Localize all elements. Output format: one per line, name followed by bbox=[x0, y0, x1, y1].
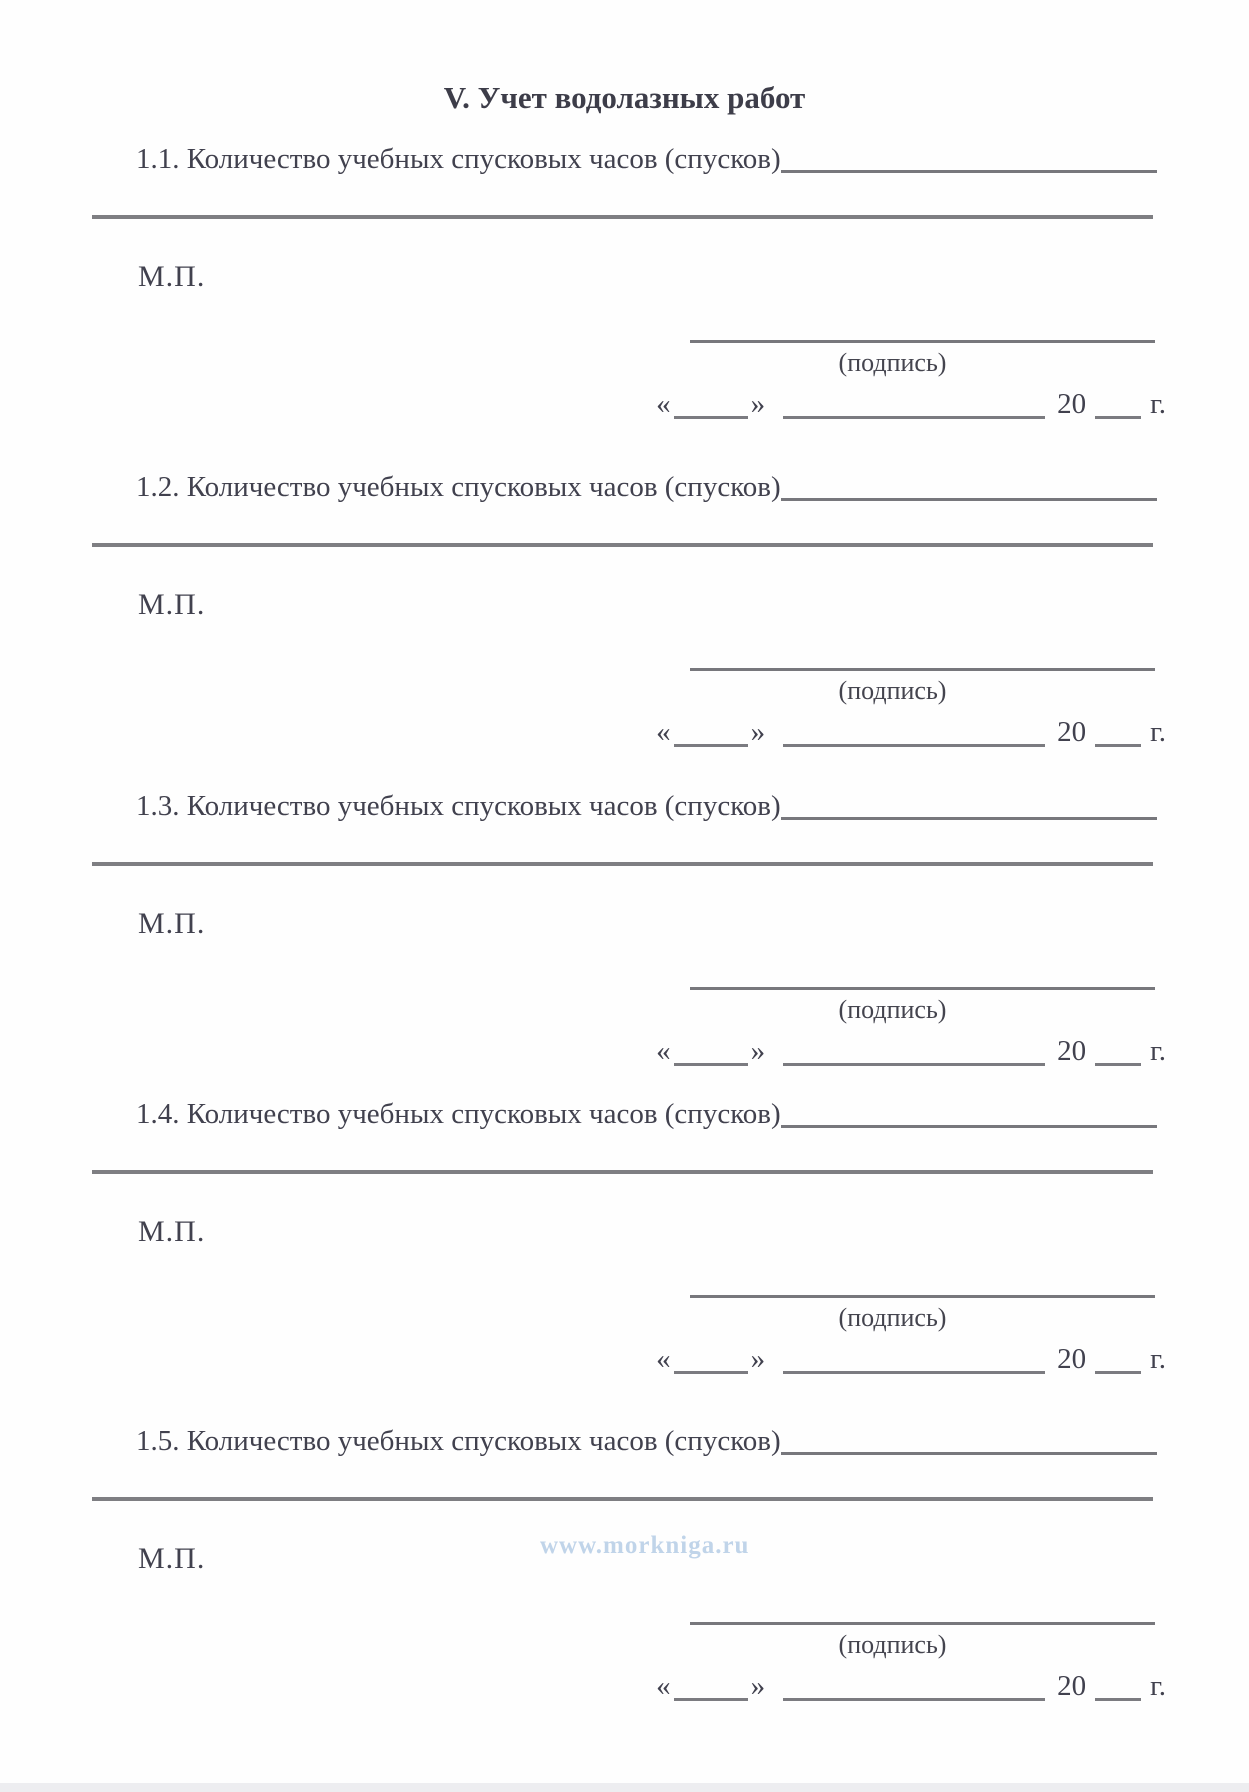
quote-close: » bbox=[750, 388, 766, 420]
day-blank bbox=[674, 414, 748, 419]
quote-open: « bbox=[656, 716, 671, 748]
year-prefix: 20 bbox=[1057, 388, 1087, 420]
year-prefix: 20 bbox=[1057, 716, 1087, 748]
quote-open: « bbox=[656, 388, 671, 420]
item-row bbox=[136, 141, 1157, 177]
year-prefix: 20 bbox=[1057, 1343, 1087, 1375]
year-blank bbox=[1095, 1061, 1141, 1066]
quote-close: » bbox=[750, 716, 766, 748]
year-blank bbox=[1095, 1696, 1141, 1701]
item-label: 1.4. Количество учебных спусковых часов (спусков) bbox=[136, 1098, 781, 1130]
item-label: 1.1. Количество учебных спусковых часов (спусков) bbox=[136, 143, 781, 175]
month-blank bbox=[783, 414, 1045, 419]
month-blank bbox=[783, 742, 1045, 747]
day-blank bbox=[674, 1061, 748, 1066]
signature-line bbox=[690, 340, 1155, 343]
day-blank bbox=[674, 1696, 748, 1701]
stamp-place-label: М.П. bbox=[138, 588, 206, 621]
quote-open: « bbox=[656, 1035, 671, 1067]
form-section bbox=[0, 141, 1249, 441]
year-blank bbox=[1095, 414, 1141, 419]
quote-close: » bbox=[750, 1035, 766, 1067]
item-label: 1.2. Количество учебных спусковых часов (спусков) bbox=[136, 471, 781, 503]
stamp-place-label: М.П. bbox=[138, 260, 206, 293]
year-suffix: г. bbox=[1150, 1035, 1166, 1067]
item-row bbox=[136, 1423, 1157, 1459]
signature-line bbox=[690, 1622, 1155, 1625]
form-section bbox=[0, 469, 1249, 769]
site-watermark: www.morkniga.ru bbox=[540, 1532, 750, 1559]
item-label: 1.3. Количество учебных спусковых часов (спусков) bbox=[136, 790, 781, 822]
item-row bbox=[136, 469, 1157, 505]
signature-caption: (подпись) bbox=[838, 995, 947, 1024]
year-suffix: г. bbox=[1150, 1343, 1166, 1375]
horizontal-rule bbox=[92, 862, 1153, 866]
date-row bbox=[656, 1342, 1166, 1376]
day-blank bbox=[674, 742, 748, 747]
year-suffix: г. bbox=[1150, 716, 1166, 748]
item-fill-in-blank bbox=[781, 815, 1157, 820]
month-blank bbox=[783, 1061, 1045, 1066]
horizontal-rule bbox=[92, 543, 1153, 547]
signature-line bbox=[690, 1295, 1155, 1298]
quote-close: » bbox=[750, 1343, 766, 1375]
quote-open: « bbox=[656, 1343, 671, 1375]
form-section bbox=[0, 1423, 1249, 1723]
day-blank bbox=[674, 1369, 748, 1374]
year-suffix: г. bbox=[1150, 388, 1166, 420]
item-fill-in-blank bbox=[781, 1450, 1157, 1455]
date-row bbox=[656, 1034, 1166, 1068]
date-row bbox=[656, 715, 1166, 749]
month-blank bbox=[783, 1369, 1045, 1374]
signature-line bbox=[690, 668, 1155, 671]
horizontal-rule bbox=[92, 215, 1153, 219]
stamp-place-label: М.П. bbox=[138, 1542, 206, 1575]
year-suffix: г. bbox=[1150, 1670, 1166, 1702]
page-title: V. Учет водолазных работ bbox=[443, 80, 806, 115]
signature-line bbox=[690, 987, 1155, 990]
form-section bbox=[0, 788, 1249, 1088]
year-prefix: 20 bbox=[1057, 1670, 1087, 1702]
year-blank bbox=[1095, 1369, 1141, 1374]
year-prefix: 20 bbox=[1057, 1035, 1087, 1067]
signature-caption: (подпись) bbox=[838, 1303, 947, 1332]
item-fill-in-blank bbox=[781, 1123, 1157, 1128]
date-row bbox=[656, 1669, 1166, 1703]
item-row bbox=[136, 788, 1157, 824]
item-label: 1.5. Количество учебных спусковых часов (спусков) bbox=[136, 1425, 781, 1457]
stamp-place-label: М.П. bbox=[138, 907, 206, 940]
horizontal-rule bbox=[92, 1170, 1153, 1174]
signature-caption: (подпись) bbox=[838, 1630, 947, 1659]
month-blank bbox=[783, 1696, 1045, 1701]
item-row bbox=[136, 1096, 1157, 1132]
signature-caption: (подпись) bbox=[838, 676, 947, 705]
quote-close: » bbox=[750, 1670, 766, 1702]
signature-caption: (подпись) bbox=[838, 348, 947, 377]
date-row bbox=[656, 387, 1166, 421]
item-fill-in-blank bbox=[781, 168, 1157, 173]
form-section bbox=[0, 1096, 1249, 1396]
year-blank bbox=[1095, 742, 1141, 747]
quote-open: « bbox=[656, 1670, 671, 1702]
horizontal-rule bbox=[92, 1497, 1153, 1501]
item-fill-in-blank bbox=[781, 496, 1157, 501]
page-bottom-strip bbox=[0, 1783, 1249, 1792]
stamp-place-label: М.П. bbox=[138, 1215, 206, 1248]
